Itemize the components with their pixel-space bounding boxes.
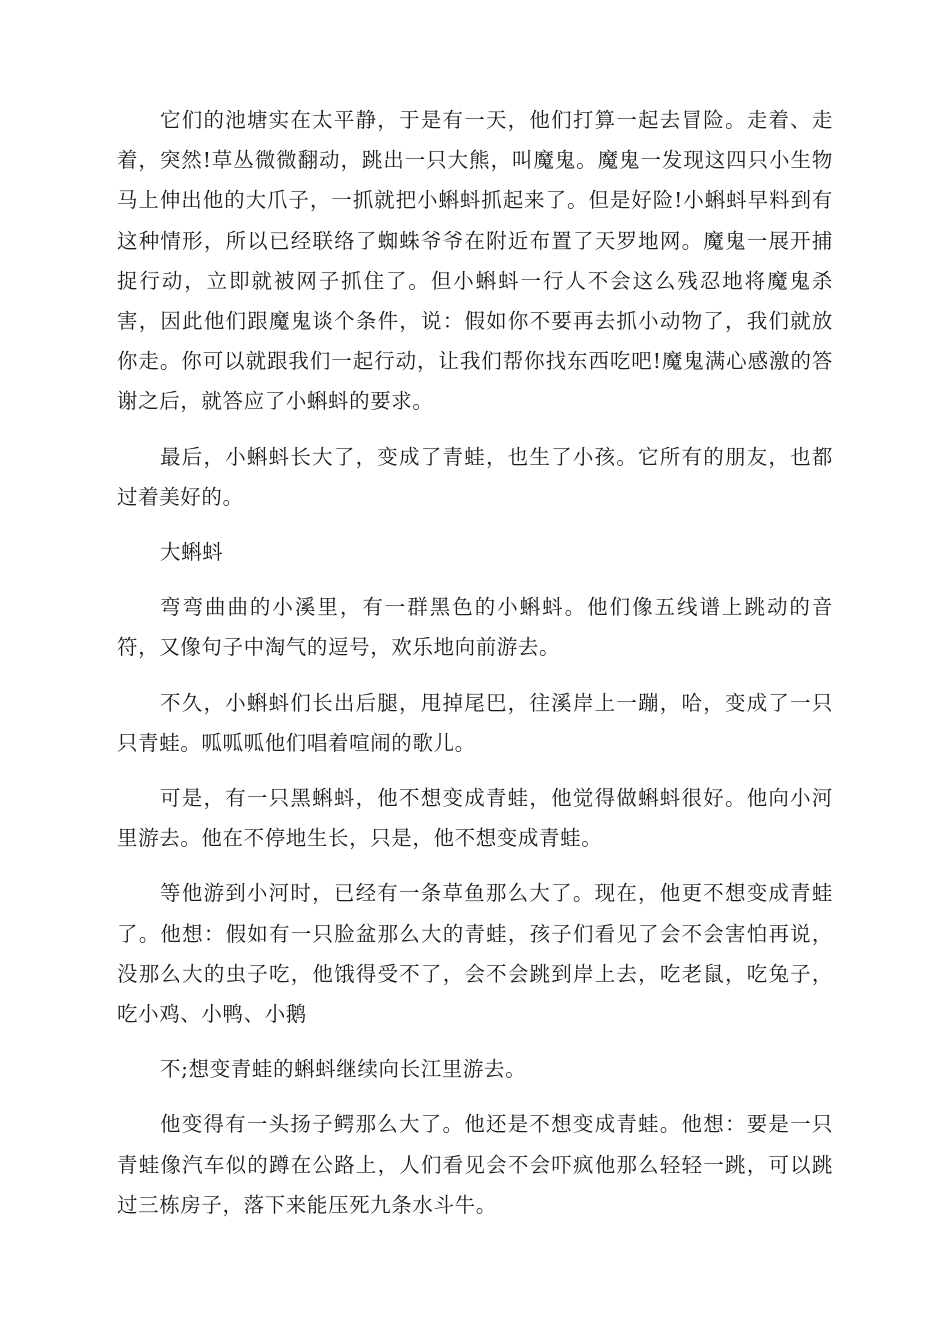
- paragraph-alligator: 他变得有一头扬子鳄那么大了。他还是不想变成青蛙。他想：要是一只青蛙像汽车似的蹲在公路上，人们看见会不会吓疯他那么轻轻一跳，可以跳过三栋房子，落下来能压死九条水斗牛。: [117, 1112, 833, 1217]
- document-page: [117, 100, 833, 1240]
- paragraph-pond-adventure: 它们的池塘实在太平静，于是有一天，他们打算一起去冒险。走着、走着，突然!草丛微微翻动，跳出一只大熊，叫魔鬼。魔鬼一发现这四只小生物马上伸出他的大爪子，一抓就把小蝌蚪抓起来了。但是好险!小蝌蚪早料到有这种情形，所以已经联络了蜘蛛爷爷在附近布置了天罗地网。魔鬼一展开捕捉行动，立即就被网子抓住了。但小蝌蚪一行人不会这么残忍地将魔鬼杀害，因此他们跟魔鬼谈个条件，说：假如你不要再去抓小动物了，我们就放你走。你可以就跟我们一起行动，让我们帮你找东西吃吧!魔鬼满心感激的答谢之后，就答应了小蝌蚪的要求。: [117, 108, 833, 414]
- paragraph-grass-carp: 等他游到小河时，已经有一条草鱼那么大了。现在，他更不想变成青蛙了。他想：假如有一只脸盆那么大的青蛙，孩子们看见了会不会害怕再说，没那么大的虫子吃，他饿得受不了，会不会跳到岸上去，吃老鼠，吃兔子，吃小鸡、小鸭、小鹅: [117, 881, 833, 1027]
- paragraph-grew-up: 最后，小蝌蚪长大了，变成了青蛙，也生了小孩。它所有的朋友，也都过着美好的。: [117, 444, 833, 509]
- section-title-big-tadpole: 大蝌蚪: [160, 540, 224, 565]
- paragraph-black-tadpole: 可是，有一只黑蝌蚪，他不想变成青蛙，他觉得做蝌蚪很好。他向小河里游去。他在不停地生长，只是，他不想变成青蛙。: [117, 786, 833, 851]
- paragraph-became-frogs: 不久，小蝌蚪们长出后腿，甩掉尾巴，往溪岸上一蹦，哈，变成了一只只青蛙。呱呱呱他们唱着喧闹的歌儿。: [117, 690, 833, 755]
- paragraph-stream: 弯弯曲曲的小溪里，有一群黑色的小蝌蚪。他们像五线谱上跳动的音符，又像句子中淘气的逗号，欢乐地向前游去。: [117, 595, 833, 660]
- paragraph-yangtze: 不;想变青蛙的蝌蚪继续向长江里游去。: [160, 1057, 527, 1082]
